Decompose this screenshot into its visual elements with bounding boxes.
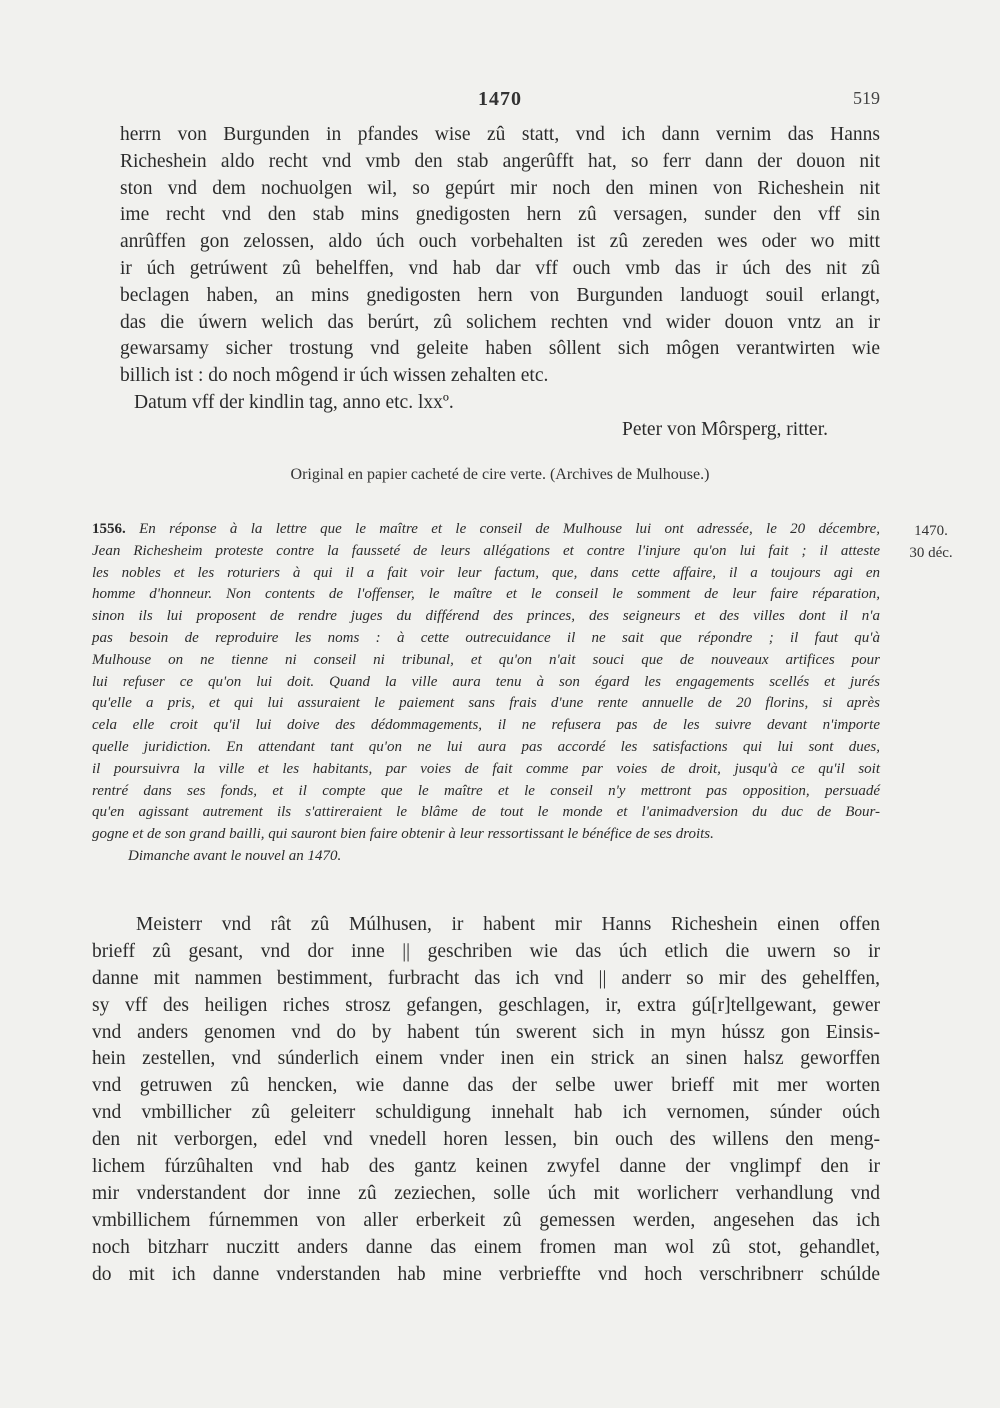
- margin-day: 30 déc.: [909, 545, 953, 561]
- margin-year: 1470.: [914, 523, 948, 539]
- text-line: vnd anders genomen vnd do by habent tún swerent sich in myn hússz gon Einsis-: [92, 1021, 880, 1043]
- source-note: Original en papier cacheté de cire verte. (Archives de Mulhouse.): [290, 466, 710, 483]
- summary-line: En réponse à la lettre que le maître et le conseil de Mulhouse lui ont adressée, le 20 décembre,: [139, 521, 881, 537]
- text-line: gewarsamy sicher trostung vnd geleite haben sôllent sich môgen verantwirten wie: [120, 338, 880, 360]
- text-line: noch bitzharr nuczitt anders danne das einem fromen man wol zû stot, gehandlet,: [92, 1236, 880, 1258]
- text-line: danne mit nammen bestimment, furbracht das ich vnd || anderr so mir des gehelffen,: [92, 967, 880, 989]
- text-line: do mit ich danne vnderstanden hab mine verbrieffte vnd hoch verschribnerr schúlde: [92, 1263, 880, 1285]
- text-line: anrûffen gon zelossen, aldo úch ouch vorbehalten ist zû zereden wes oder wo mitt: [120, 231, 880, 253]
- summary-line: les nobles et les roturiers à qui il a fait voir leur factum, que, dans cette affaire, il a toujours agi en: [92, 564, 880, 581]
- letter-text: [92, 912, 880, 1288]
- summary-line: il poursuivra la ville et les habitants, par voies de fait comme par voies de droit, jusqu'à ce qu'il soit: [92, 760, 880, 777]
- summary-line: pas besoin de reproduire les noms : à cette outrecuidance il ne sait que répondre ; il faut qu'à: [92, 629, 880, 646]
- text-line: hein zestellen, vnd súnderlich einem vnder inen ein strick an sinen halsz geworffen: [92, 1048, 880, 1070]
- summary-line: sinon ils lui proposent de rendre juges du différend des princes, des seigneurs et des villes dont il n'a: [92, 608, 880, 625]
- summary-line: quelle juridiction. En attendant tant qu'on ne lui aura pas accordé les satisfactions qui lui sont dues,: [92, 738, 880, 755]
- summary-line: Jean Richesheim proteste contre la fausseté de leurs allégations et contre l'injure qu'on lui fait ; il atteste: [92, 542, 880, 559]
- text-line: Richeshein aldo recht vnd vmb den stab angerûfft hat, so ferr dann der douon nit: [120, 150, 880, 172]
- entry-summary: [92, 519, 880, 868]
- text-line: sy vff des heiligen riches strosz gefangen, geschlagen, ir, extra gú[r]tellgewant, gewer: [92, 994, 880, 1016]
- summary-line: lui refuser ce qu'on lui doit. Quand la ville aura tenu à son égard les engagements scellés et jurés: [92, 673, 880, 690]
- text-line: den nit verborgen, edel vnd vnedell horen lessen, bin ouch des willens den meng-: [92, 1129, 880, 1151]
- text-line: ston vnd dem nochuolgen wil, so gepúrt mir noch den minen von Richeshein nit: [120, 177, 880, 199]
- page-number: 519: [853, 88, 880, 108]
- text-line: lichem fúrzûhalten vnd hab des gantz keinen zwyfel danne der vnglimpf den ir: [92, 1156, 880, 1178]
- summary-line-first: [92, 519, 880, 541]
- summary-line: cela elle croit qu'il lui doive des dédommagements, il ne refusera pas de les suivre devant n'importe: [92, 717, 880, 734]
- text-line: vmbillichem fúrnemmen von aller erberkeit zû gemessen werden, angesehen das ich: [92, 1209, 880, 1231]
- summary-line: gogne et de son grand bailli, qui sauront bien faire obtenir à leur ressortissant le bénéfice de ses droits.: [92, 826, 714, 843]
- summary-date: Dimanche avant le nouvel an 1470.: [128, 847, 342, 864]
- text-line: vnd getruwen zû hencken, wie danne das der selbe uwer brieff mit mer worten: [92, 1075, 880, 1097]
- signature: Peter von Môrsperg, ritter.: [622, 418, 828, 440]
- margin-date-note: [896, 520, 966, 564]
- running-head-year: 1470: [478, 88, 522, 110]
- summary-line: Mulhouse on ne tienne ni conseil ni tribunal, et qu'on n'ait souci que de nouveaux artifices pour: [92, 651, 880, 668]
- text-line: mir vnderstandent dor inne zû zeziechen, solle úch mit worlicherr verhandlung vnd: [92, 1182, 880, 1204]
- text-line: ir úch getrúwent zû behelffen, vnd hab dar vff ouch vmb das ir úch des nit zû: [120, 257, 880, 279]
- letter-text-continued: [120, 122, 880, 444]
- summary-line: qu'elle a pris, et qui lui assuraient le paiement sans frais d'une rente annuelle de 20 florins, si après: [92, 695, 880, 712]
- text-line: beclagen haben, an mins gnedigosten hern von Burgunden landuogt souil erlangt,: [120, 284, 880, 306]
- summary-line: rentré dans ses fonds, et il compte que le maître et le conseil n'y mettront pas opposition, persuadé: [92, 782, 880, 799]
- text-line: herrn von Burgunden in pfandes wise zû statt, vnd ich dann vernim das Hanns: [120, 124, 880, 145]
- summary-line: homme d'honneur. Non contents de l'offenser, le maître et le conseil le somment de leur faire réparation,: [92, 586, 880, 603]
- text-line: billich ist : do noch môgend ir úch wissen zehalten etc.: [120, 365, 549, 387]
- text-line: brieff zû gesant, vnd dor inne || geschriben wie das úch etlich die uwern so ir: [92, 940, 880, 962]
- text-line: ime recht vnd den stab mins gnedigosten hern zû versagen, sunder den vff sin: [120, 204, 880, 226]
- summary-line: qu'en agissant autrement ils s'attireraient le blâme de tout le monde et l'animadversion du duc de Bour-: [92, 804, 880, 821]
- text-line: vnd vmbillicher zû geleiterr schuldigung innehalt hab ich vernomen, súnder oúch: [92, 1102, 880, 1124]
- dateline: Datum vff der kindlin tag, anno etc. lxxº.: [134, 391, 454, 413]
- text-line: das die úwern welich das berúrt, zû solichem rechten vnd wider douon vntz an ir: [120, 311, 880, 333]
- text-line: Meisterr vnd rât zû Múlhusen, ir habent mir Hanns Richeshein einen offen: [136, 914, 880, 935]
- entry-number: 1556.: [92, 521, 126, 537]
